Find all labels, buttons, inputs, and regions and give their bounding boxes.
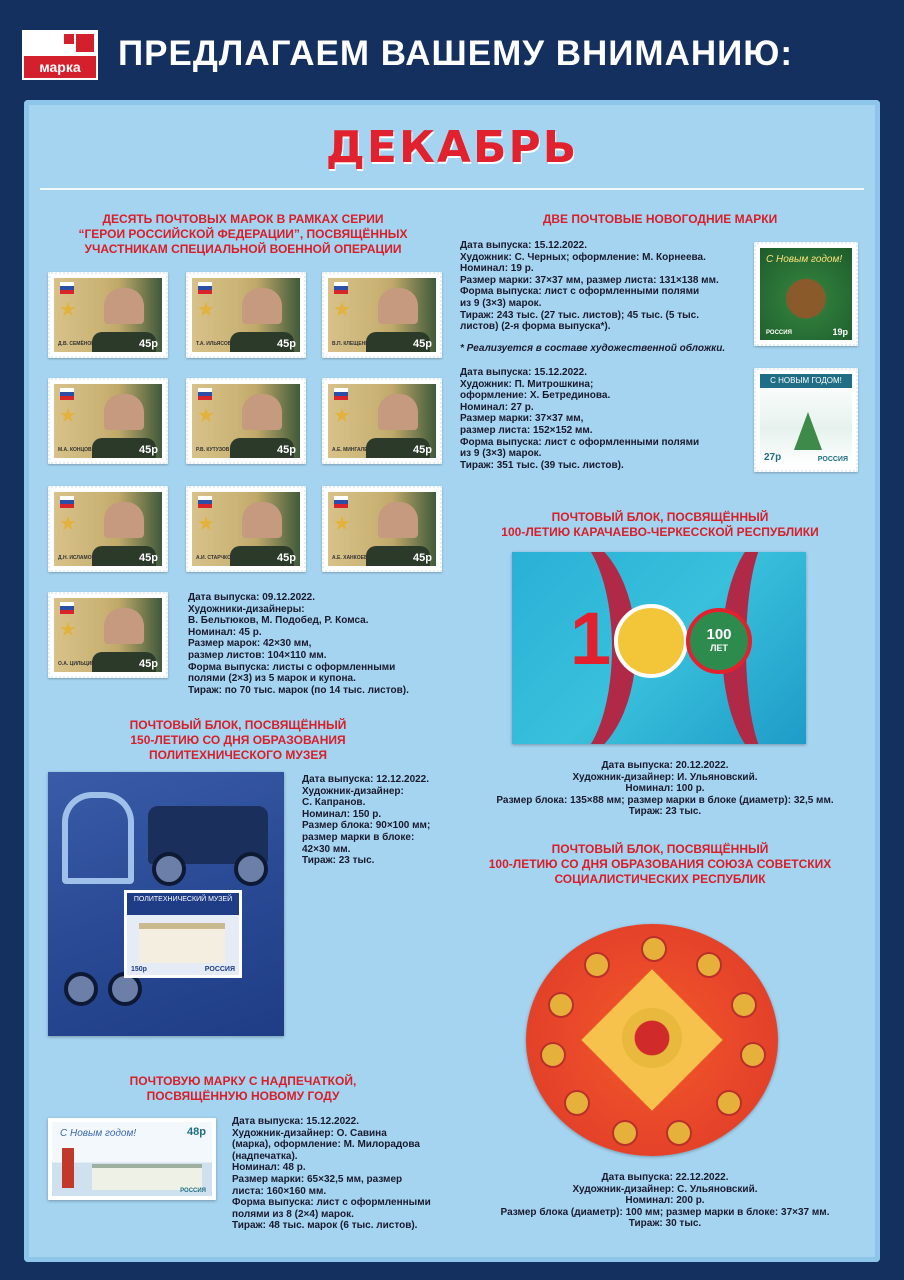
- stamp-country: РОССИЯ: [766, 330, 792, 336]
- hero-name: В.П. КЛЕЩЕНКО: [332, 341, 373, 347]
- info-line: Дата выпуска: 12.12.2022.: [302, 774, 430, 785]
- info-line: В. Бельтюков, М. Подобед, Р. Комса.: [188, 615, 369, 627]
- info-line: из 9 (3×3) марок.: [460, 297, 542, 309]
- info-line: Размер марки: 37×37 мм, размер листа: 131×138 мм.: [460, 274, 719, 286]
- portrait-shape: [378, 502, 418, 538]
- info-line: Тираж: по 70 тыс. марок (по 14 тыс. листов).: [188, 684, 409, 696]
- title-line: ПОЛИТЕХНИЧЕСКОГО МУЗЕЯ: [148, 748, 327, 762]
- stamp-art: [328, 278, 436, 352]
- info-line: Дата выпуска: 15.12.2022.: [460, 240, 588, 251]
- hero-name: О.А. ЦИЛЬЦИН: [58, 661, 95, 667]
- stamp-denomination: 45р: [139, 338, 158, 350]
- title-line: 150-ЛЕТИЮ СО ДНЯ ОБРАЗОВАНИЯ: [130, 733, 346, 747]
- russian-flag-icon: [198, 496, 212, 508]
- stamp-denomination: 150р: [131, 966, 147, 973]
- portrait-shape: [104, 288, 144, 324]
- info-line: Размер марки: 65×32,5 мм, размер: [232, 1173, 403, 1185]
- portrait-shape: [378, 288, 418, 324]
- info-line: Размер марки: 37×37 мм,: [460, 413, 584, 425]
- hero-name: Т.А. ИЛЬЯСОВ: [196, 341, 232, 347]
- stamp-denomination: 45р: [277, 444, 296, 456]
- title-line: 100-ЛЕТИЮ СО ДНЯ ОБРАЗОВАНИЯ СОЮЗА СОВЕТСКИХ: [488, 857, 832, 871]
- heroes-section-title: [48, 212, 438, 257]
- russian-flag-icon: [60, 496, 74, 508]
- overprint-stamp: [48, 1118, 216, 1200]
- stamp-art: [54, 598, 162, 672]
- republic-emblem-icon: [564, 1090, 590, 1116]
- info-line: полями (2×3) из 5 марок и купона.: [188, 673, 356, 685]
- stamp-denomination: 45р: [139, 658, 158, 670]
- stamp-denomination: 45р: [139, 444, 158, 456]
- hero-name: Р.В. КУТУЗОВ: [196, 447, 230, 453]
- new-year-stamp-19: [754, 242, 858, 346]
- info-line: из 9 (3×3) марок.: [460, 448, 542, 460]
- info-line: Форма выпуска: лист с оформленными полями: [460, 286, 700, 298]
- hero-name: А.Е. ХАНКОЕВ: [332, 555, 368, 561]
- info-line: (надпечатка).: [232, 1150, 298, 1162]
- info-line: Размер марок: 42×30 мм,: [188, 638, 312, 650]
- hero-star-icon: ★: [59, 513, 77, 535]
- info-line: Номинал: 100 р.: [625, 783, 705, 795]
- info-line: Художник: П. Митрошкина;: [460, 378, 594, 390]
- stamp-title: ПОЛИТЕХНИЧЕСКИЙ МУЗЕЙ: [127, 893, 239, 915]
- portrait-shape: [104, 502, 144, 538]
- russian-flag-icon: [198, 282, 212, 294]
- palace-icon: [92, 1164, 202, 1190]
- hero-star-icon: ★: [59, 299, 77, 321]
- stamp-denomination: 45р: [413, 338, 432, 350]
- heroes-info: [188, 592, 409, 696]
- polytech-info: [302, 774, 430, 867]
- stamp-denomination: 27р: [764, 452, 782, 463]
- museum-building-icon: [139, 923, 225, 963]
- title-line: ПОЧТОВЫЙ БЛОК, ПОСВЯЩЁННЫЙ: [551, 842, 769, 856]
- stamp-denomination: 45р: [139, 552, 158, 564]
- anniversary-number: 100: [706, 626, 732, 643]
- title-line: ПОЧТОВУЮ МАРКУ С НАДПЕЧАТКОЙ,: [129, 1074, 357, 1088]
- info-line: Тираж: 351 тыс. (39 тыс. листов).: [460, 459, 624, 471]
- stamp-country: РОССИЯ: [817, 456, 848, 463]
- info-line: Тираж: 23 тыс.: [302, 855, 375, 867]
- hero-star-icon: ★: [197, 405, 215, 427]
- republic-emblem-icon: [696, 952, 722, 978]
- info-line: размер листа: 152×152 мм.: [460, 424, 593, 436]
- kchr-info: [460, 760, 870, 818]
- russian-flag-icon: [60, 388, 74, 400]
- hero-star-icon: ★: [333, 299, 351, 321]
- ussr-emblem-icon: [622, 1008, 682, 1068]
- stamp-denomination: 45р: [277, 552, 296, 564]
- stamp-title: С Новым годом!: [60, 1128, 137, 1139]
- hero-stamp: [186, 272, 306, 358]
- republic-emblem-icon: [731, 992, 757, 1018]
- new-year-section-title: ДВЕ ПОЧТОВЫЕ НОВОГОДНИЕ МАРКИ: [542, 212, 778, 226]
- stamp-art: [192, 384, 300, 458]
- info-line: Художники-дизайнеры:: [188, 603, 305, 615]
- stamp-art: [192, 492, 300, 566]
- hero-star-icon: ★: [197, 513, 215, 535]
- hero-stamp: [48, 272, 168, 358]
- polytech-section-title: [78, 718, 398, 763]
- museum-stamp: [124, 890, 242, 978]
- info-line: Дата выпуска: 22.12.2022.: [601, 1172, 729, 1183]
- hero-star-icon: ★: [59, 619, 77, 641]
- hero-name: М.А. КОНЦОВ: [58, 447, 92, 453]
- info-line: Тираж: 23 тыс.: [628, 806, 702, 818]
- hero-name: А.И. СТАРЧКОВ: [196, 555, 235, 561]
- month-title: ДЕКАБРЬ: [325, 122, 579, 173]
- stamp-art: [52, 1122, 212, 1196]
- russian-flag-icon: [60, 602, 74, 614]
- portrait-shape: [242, 502, 282, 538]
- info-line: Номинал: 19 р.: [460, 263, 534, 275]
- info-line: листа: 160×160 мм.: [232, 1185, 327, 1197]
- hero-name: Д.Н. ИСЛАМОВ: [58, 555, 96, 561]
- hero-name: А.Е. МИНГАЛЕВ: [332, 447, 372, 453]
- republic-emblem-icon: [612, 1120, 638, 1146]
- wheel-icon: [234, 852, 268, 886]
- stamp-art: [54, 492, 162, 566]
- bicycle-wheel-icon: [64, 972, 98, 1006]
- logo-text: марка: [24, 56, 96, 78]
- republic-emblem-icon: [666, 1120, 692, 1146]
- title-line: 100-ЛЕТИЮ КАРАЧАЕВО-ЧЕРКЕССКОЙ РЕСПУБЛИКИ: [501, 525, 819, 539]
- info-line: Художник: С. Черных; оформление: М. Корнеева.: [460, 251, 706, 263]
- hero-name: Д.В. СЕМЁНОВ: [58, 341, 95, 347]
- stamp-title: С Новым годом!: [766, 254, 843, 265]
- info-line: оформление: Х. Бетрединова.: [460, 390, 611, 402]
- header: [0, 0, 904, 100]
- info-line: Дата выпуска: 20.12.2022.: [601, 760, 729, 771]
- stamp-art: [760, 248, 852, 340]
- republic-emblem-icon: [614, 604, 688, 678]
- info-line: Художник-дизайнер:: [302, 785, 404, 797]
- hero-stamp: [322, 486, 442, 572]
- info-line: Номинал: 27 р.: [460, 401, 534, 413]
- info-line: Размер блока: 90×100 мм;: [302, 820, 431, 832]
- hero-stamp: [48, 486, 168, 572]
- info-line: размер марки в блоке:: [302, 831, 415, 843]
- info-line: Размер блока (диаметр): 100 мм; размер марки в блоке: 37×37 мм.: [500, 1206, 830, 1218]
- russian-flag-icon: [334, 496, 348, 508]
- headline: ПРЕДЛАГАЕМ ВАШЕМУ ВНИМАНИЮ:: [118, 34, 794, 73]
- portrait-shape: [378, 394, 418, 430]
- anniversary-word: ЛЕТ: [710, 643, 728, 653]
- ussr-section-title: [470, 842, 850, 887]
- new-year-info-2: [460, 367, 699, 471]
- divider: [40, 188, 864, 190]
- russian-flag-icon: [334, 388, 348, 400]
- info-line: Художник-дизайнер: И. Ульяновский.: [572, 771, 758, 783]
- polytech-souvenir-sheet: [48, 772, 284, 1036]
- info-line: Дата выпуска: 09.12.2022.: [188, 592, 316, 603]
- russian-flag-icon: [198, 388, 212, 400]
- title-line: УЧАСТНИКАМ СПЕЦИАЛЬНОЙ ВОЕННОЙ ОПЕРАЦИИ: [84, 242, 402, 256]
- digit-one: 1: [570, 597, 612, 680]
- stamp-country: РОССИЯ: [180, 1188, 206, 1194]
- stamp-art: [328, 384, 436, 458]
- hero-stamp: [322, 272, 442, 358]
- republic-emblem-icon: [540, 1042, 566, 1068]
- hero-star-icon: ★: [197, 299, 215, 321]
- portrait-shape: [242, 394, 282, 430]
- stamp-denomination: 45р: [277, 338, 296, 350]
- portrait-shape: [104, 608, 144, 644]
- hero-stamp: [186, 486, 306, 572]
- hero-stamp: [48, 378, 168, 464]
- info-line: Дата выпуска: 15.12.2022.: [460, 367, 588, 378]
- title-line: ДЕСЯТЬ ПОЧТОВЫХ МАРОК В РАМКАХ СЕРИИ: [102, 212, 384, 226]
- info-line: Номинал: 45 р.: [188, 626, 262, 638]
- title-line: СОЦИАЛИСТИЧЕСКИХ РЕСПУБЛИК: [554, 872, 766, 886]
- stamp-art: [328, 492, 436, 566]
- info-line: С. Капранов.: [302, 797, 366, 809]
- new-year-info-1: [460, 240, 719, 333]
- stamp-denomination: 19р: [832, 327, 848, 337]
- title-line: ПОЧТОВЫЙ БЛОК, ПОСВЯЩЁННЫЙ: [129, 718, 347, 732]
- republic-emblem-icon: [641, 936, 667, 962]
- info-line: Размер блока: 135×88 мм; размер марки в блоке (диаметр): 32,5 мм.: [496, 794, 834, 806]
- info-line: Тираж: 48 тыс. марок (6 тыс. листов).: [232, 1220, 418, 1232]
- stamp-denomination: 45р: [413, 552, 432, 564]
- footnote: * Реализуется в составе художественной обложки.: [460, 343, 726, 354]
- ussr-souvenir-sheet: [526, 924, 778, 1156]
- kremlin-tower-icon: [62, 1148, 74, 1188]
- anniversary-stamp: [686, 608, 752, 674]
- new-year-stamp-27: [754, 368, 858, 472]
- stamp-denomination: 48р: [187, 1126, 206, 1138]
- info-line: Тираж: 30 тыс.: [628, 1218, 702, 1230]
- info-line: Дата выпуска: 15.12.2022.: [232, 1116, 360, 1127]
- info-line: листов) (2-я форма выпуска*).: [460, 321, 611, 333]
- stamp-title: С НОВЫМ ГОДОМ!: [760, 374, 852, 388]
- marka-logo: [22, 30, 98, 80]
- hero-stamp: [186, 378, 306, 464]
- kchr-souvenir-sheet: [512, 552, 806, 744]
- wheel-icon: [152, 852, 186, 886]
- clock-icon: [62, 792, 134, 884]
- republic-emblem-icon: [740, 1042, 766, 1068]
- stamp-art: [54, 278, 162, 352]
- info-line: Форма выпуска: лист с оформленными: [232, 1197, 431, 1209]
- info-line: Номинал: 48 р.: [232, 1162, 306, 1174]
- info-line: (марка), оформление: М. Милорадова: [232, 1139, 420, 1151]
- stamp-country: РОССИЯ: [204, 966, 235, 973]
- russian-flag-icon: [60, 282, 74, 294]
- stamp-art: [192, 278, 300, 352]
- info-line: 42×30 мм.: [302, 843, 351, 855]
- ussr-info: [460, 1172, 870, 1230]
- hero-stamp: [322, 378, 442, 464]
- tree-icon: [794, 412, 822, 450]
- hero-star-icon: ★: [59, 405, 77, 427]
- republic-emblem-icon: [716, 1090, 742, 1116]
- overprint-section-title: [78, 1074, 408, 1104]
- portrait-shape: [242, 288, 282, 324]
- title-line: ПОСВЯЩЁННУЮ НОВОМУ ГОДУ: [146, 1089, 340, 1103]
- overprint-info: [232, 1116, 431, 1232]
- info-line: Художник-дизайнер: О. Савина: [232, 1127, 387, 1139]
- republic-emblem-icon: [584, 952, 610, 978]
- stamp-art: [760, 374, 852, 466]
- info-line: Форма выпуска: листы с оформленными: [188, 661, 396, 673]
- republic-emblem-icon: [548, 992, 574, 1018]
- stamp-art: [54, 384, 162, 458]
- russian-flag-icon: [334, 282, 348, 294]
- info-line: Тираж: 243 тыс. (27 тыс. листов); 45 тыс. (5 тыс.: [460, 309, 699, 321]
- info-line: полями из 8 (2×4) марок.: [232, 1208, 354, 1220]
- info-line: Номинал: 150 р.: [302, 808, 382, 820]
- hero-star-icon: ★: [333, 405, 351, 427]
- portrait-shape: [104, 394, 144, 430]
- title-line: ПОЧТОВЫЙ БЛОК, ПОСВЯЩЁННЫЙ: [551, 510, 769, 524]
- info-line: размер листов: 104×110 мм.: [188, 649, 327, 661]
- info-line: Номинал: 200 р.: [625, 1195, 705, 1207]
- hero-star-icon: ★: [333, 513, 351, 535]
- hero-stamp: [48, 592, 168, 678]
- title-line: “ГЕРОИ РОССИЙСКОЙ ФЕДЕРАЦИИ”, ПОСВЯЩЁННЫХ: [78, 227, 408, 241]
- info-line: Форма выпуска: лист с оформленными полями: [460, 436, 700, 448]
- kchr-section-title: [470, 510, 850, 540]
- stamp-denomination: 45р: [413, 444, 432, 456]
- info-line: Художник-дизайнер: С. Ульяновский.: [572, 1183, 758, 1195]
